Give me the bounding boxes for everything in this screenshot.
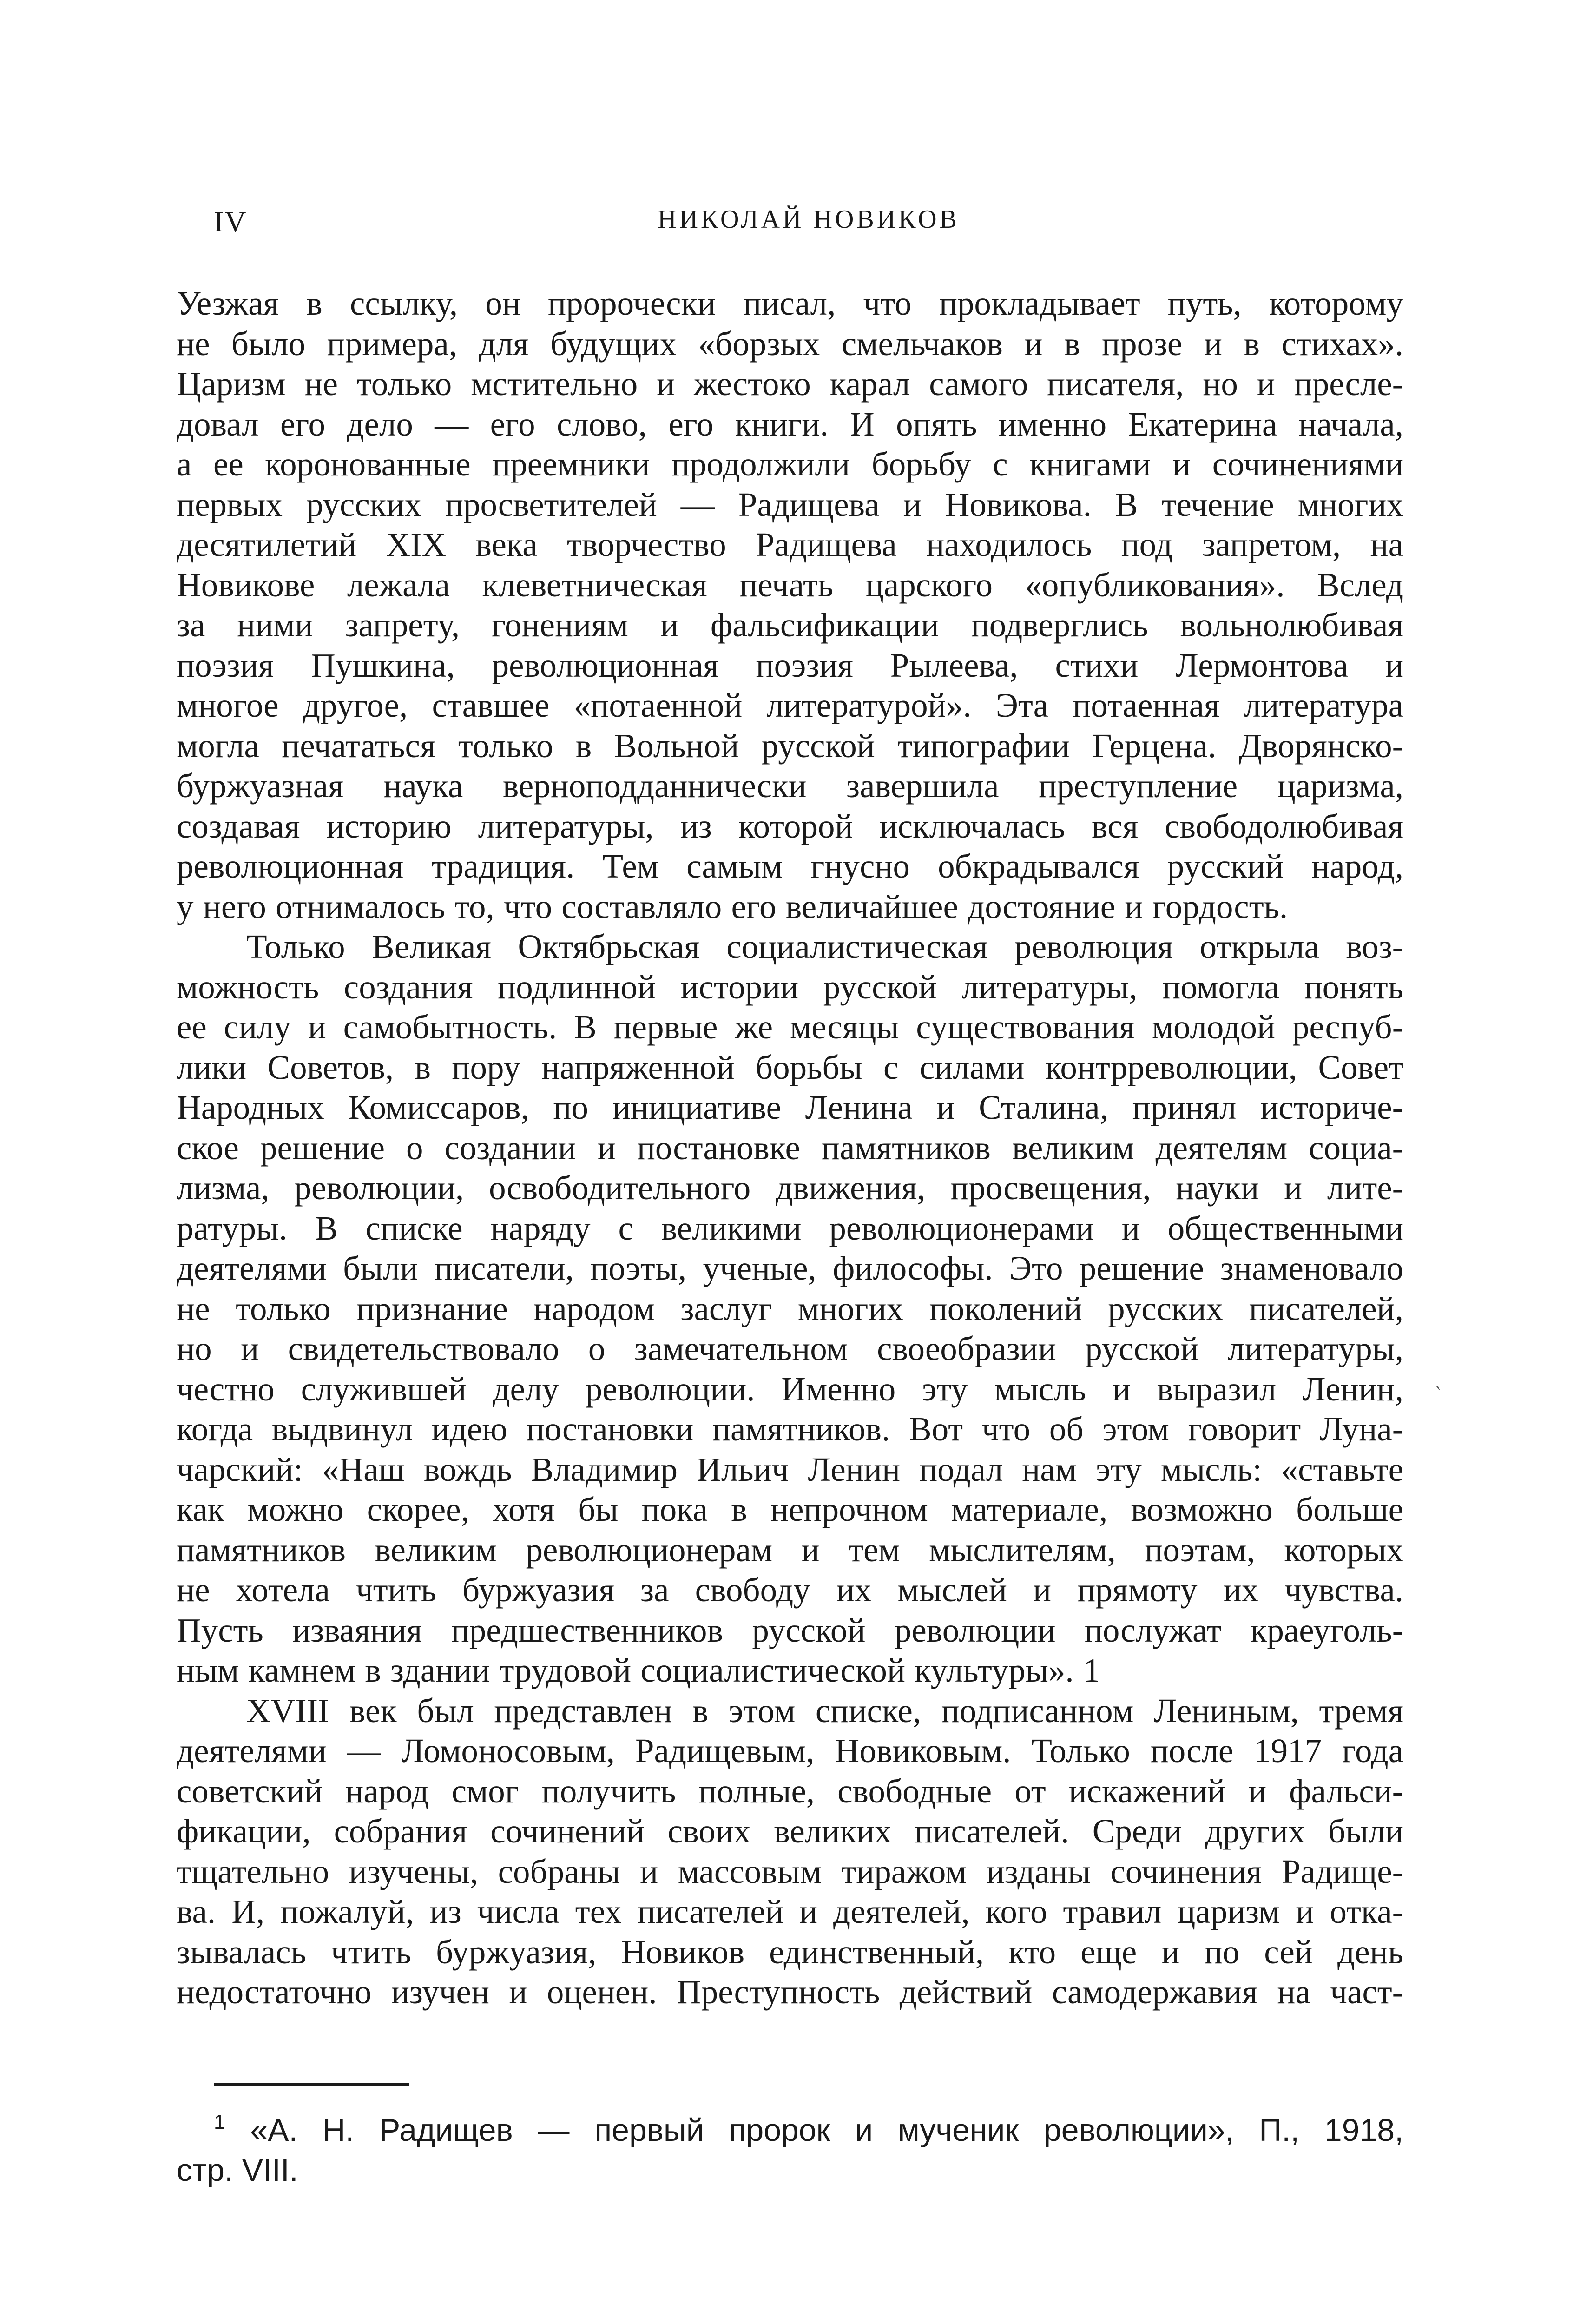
text-line: поэзия Пушкина, революционная поэзия Рылеева, стихи Лермонтова и <box>177 646 1403 684</box>
text-line: создавая историю литературы, из которой исключалась вся свободолюбивая <box>177 807 1403 845</box>
text-line: многое другое, ставшее «потаенной литературой». Эта потаенная литература <box>177 687 1403 724</box>
footnote-rule <box>214 2083 409 2086</box>
text-line: Уезжая в ссылку, он пророчески писал, что прокладывает путь, которому <box>177 284 1403 322</box>
text-line: лики Советов, в пору напряженной борьбы с силами контрреволюции, Совет <box>177 1048 1403 1086</box>
text-line: ское решение о создании и постановке памятников великим деятелям социа- <box>177 1129 1403 1167</box>
text-line: чарский: «Наш вождь Владимир Ильич Ленин подал нам эту мысль: «ставьте <box>177 1450 1403 1488</box>
text-line: не хотела чтить буржуазия за свободу их мыслей и прямоту их чувства. <box>177 1571 1403 1609</box>
text-line: у него отнималось то, что составляло его величайшее достояние и гордость. <box>177 887 1288 925</box>
text-line: когда выдвинул идею постановки памятников. Вот что об этом говорит Луна- <box>177 1410 1403 1448</box>
text-line: как можно скорее, хотя бы пока в непрочном материале, возможно больше <box>177 1491 1403 1528</box>
text-line: Народных Комиссаров, по инициативе Ленина и Сталина, принял историче- <box>177 1089 1403 1126</box>
text-line: Новикове лежала клеветническая печать царского «опубликования». Вслед <box>177 566 1403 604</box>
text-line: советский народ смог получить полные, свободные от искажений и фальси- <box>177 1772 1403 1810</box>
text-line: недостаточно изучен и оценен. Преступность действий самодержавия на част- <box>177 1973 1403 2011</box>
paragraph-1 <box>177 284 1403 927</box>
paragraph-3 <box>177 1691 1403 2013</box>
text-line: ратуры. В списке наряду с великими революционерами и общественными <box>177 1209 1403 1247</box>
text-line: могла печататься только в Вольной русской типографии Герцена. Дворянско- <box>177 726 1403 765</box>
print-speck: ‵ <box>1436 1383 1441 1404</box>
footnote-line: $^1$ «А. Н. Радищев — первый пророк и мученик революции», П., 1918, <box>214 2111 1403 2148</box>
text-line: не только признание народом заслуг многих поколений русских писателей, <box>177 1289 1403 1327</box>
text-line: деятелями были писатели, поэты, ученые, философы. Это решение знаменовало <box>177 1249 1403 1287</box>
text-line: можность создания подлинной истории русской литературы, помогла понять <box>177 968 1403 1006</box>
text-line: не было примера, для будущих «борзых смельчаков и в прозе и в стихах». <box>177 324 1403 363</box>
text-line: деятелями — Ломоносовым, Радищевым, Новиковым. Только после 1917 года <box>177 1732 1403 1769</box>
text-line: Царизм не только мстительно и жестоко карал самого писателя, но и пресле- <box>177 365 1403 403</box>
running-head <box>214 205 1403 246</box>
footnote-marker: 1 <box>214 2111 225 2133</box>
text-line: первых русских просветителей — Радищева и Новикова. В течение многих <box>177 485 1403 523</box>
text-line: ва. И, пожалуй, из числа тех писателей и деятелей, кого травил царизм и отка- <box>177 1893 1403 1930</box>
text-line: памятников великим революционерам и тем мыслителям, поэтам, которых <box>177 1531 1403 1569</box>
text-line: фикации, собрания сочинений своих великих писателей. Среди других были <box>177 1812 1403 1850</box>
text-line: Пусть изваяния предшественников русской революции послужат краеуголь- <box>177 1611 1403 1649</box>
paragraph-2 <box>177 927 1403 1691</box>
text-line: но и свидетельствовало о замечательном своеобразии русской литературы, <box>177 1330 1403 1367</box>
running-title: НИКОЛАЙ НОВИКОВ <box>658 205 960 234</box>
page-number: IV <box>214 205 247 238</box>
text-line: зывалась чтить буржуазия, Новиков единственный, кто еще и по сей день <box>177 1933 1403 1971</box>
text-line: XVIII век был представлен в этом списке, подписанном Лениным, тремя <box>246 1691 1403 1730</box>
footnote-line: стр. VIII. <box>177 2152 298 2188</box>
text-line: революционная традиция. Тем самым гнусно обкрадывался русский народ, <box>177 847 1403 885</box>
text-line: честно служившей делу революции. Именно эту мысль и выразил Ленин, <box>177 1370 1403 1408</box>
body-text <box>177 284 1403 2013</box>
text-line: довал его дело — его слово, его книги. И опять именно Екатерина начала, <box>177 405 1403 443</box>
text-line: ее силу и самобытность. В первые же месяцы существования молодой респуб- <box>177 1008 1403 1046</box>
text-line: ным камнем в здании трудовой социалистической культуры». 1 <box>177 1651 1100 1689</box>
text-line: Только Великая Октябрьская социалистическая революция открыла воз- <box>246 928 1403 965</box>
footnotes <box>177 2110 1403 2190</box>
text-line: десятилетий XIX века творчество Радищева находилось под запретом, на <box>177 526 1403 563</box>
text-line: буржуазная наука верноподданнически завершила преступление царизма, <box>177 767 1403 805</box>
text-line: тщательно изучены, собраны и массовым тиражом изданы сочинения Радище- <box>177 1852 1403 1890</box>
text-line: лизма, революции, освободительного движения, просвещения, науки и лите- <box>177 1169 1403 1207</box>
text-line: а ее коронованные преемники продолжили борьбу с книгами и сочинениями <box>177 445 1403 483</box>
text-line: за ними запрету, гонениям и фальсификации подверглись вольнолюбивая <box>177 606 1403 644</box>
